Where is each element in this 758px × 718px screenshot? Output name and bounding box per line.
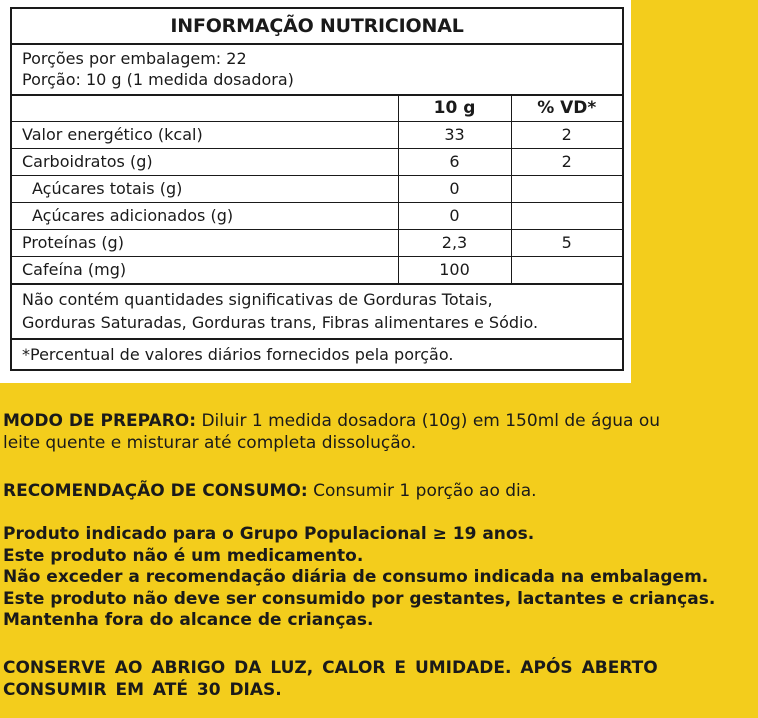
table-row [12,257,622,285]
header-blank [12,96,398,122]
preparation-instructions [3,410,748,454]
storage-line1: CONSERVE AO ABRIGO DA LUZ, CALOR E UMIDADE. APÓS ABERTO [3,658,658,678]
nutrient-name: Valor energético (kcal) [12,122,398,149]
table-row [12,230,622,257]
nutrient-name: Carboidratos (g) [12,149,398,176]
column-header-amount: 10 g [398,96,511,122]
nutrient-vd [511,176,622,203]
nutrient-amount: 33 [398,122,511,149]
nutrition-footnote: *Percentual de valores diários fornecidos pela porção. [22,345,454,364]
nutrient-vd: 2 [511,149,622,176]
nutrient-rows [12,96,622,285]
table-header-row [12,96,622,122]
nutrient-vd [511,203,622,230]
portion-info [12,45,622,96]
table-row [12,149,622,176]
nutrient-amount: 100 [398,257,511,285]
nutrient-amount: 6 [398,149,511,176]
recommendation-label: RECOMENDAÇÃO DE CONSUMO: [3,481,308,501]
note-line: Não contém quantidades significativas de Gorduras Totais, [22,290,493,309]
recommendation-text: Consumir 1 porção ao dia. [307,481,537,501]
warning-line: Mantenha fora do alcance de crianças. [3,610,374,630]
nutrient-name: Cafeína (mg) [12,257,398,285]
nutrient-vd: 5 [511,230,622,257]
table-row [12,122,622,149]
warnings-block [3,524,748,632]
warning-line: Produto indicado para o Grupo Populacional ≥ 19 anos. [3,524,535,544]
storage-line2: CONSUMIR EM ATÉ 30 DIAS. [3,680,282,700]
warning-line: Este produto não deve ser consumido por gestantes, lactantes e crianças. [3,588,716,609]
preparation-text-line1: Diluir 1 medida dosadora (10g) em 150ml de água ou [196,411,661,431]
nutrition-panel [0,0,631,383]
portion-size: Porção: 10 g (1 medida dosadora) [22,70,294,89]
storage-instructions [3,657,748,701]
table-row [12,176,622,203]
nutrient-amount: 0 [398,176,511,203]
nutrition-title: INFORMAÇÃO NUTRICIONAL [12,9,622,45]
nutrient-vd: 2 [511,122,622,149]
nutrition-table [10,7,624,371]
preparation-label: MODO DE PREPARO: [3,411,197,431]
nutrient-amount: 0 [398,203,511,230]
note-line: Gorduras Saturadas, Gorduras trans, Fibras alimentares e Sódio. [22,313,539,332]
portions-per-package: Porções por embalagem: 22 [22,49,247,68]
nutrient-vd [511,257,622,285]
nutrient-name: Açúcares totais (g) [12,176,398,203]
table-row [12,203,622,230]
nutrient-amount: 2,3 [398,230,511,257]
nutrient-name: Proteínas (g) [12,230,398,257]
column-header-vd: % VD* [511,96,622,122]
consumption-recommendation [3,480,748,502]
warning-line: Este produto não é um medicamento. [3,545,364,566]
warning-line: Não exceder a recomendação diária de consumo indicada na embalagem. [3,567,709,587]
preparation-text-line2: leite quente e misturar até completa dissolução. [3,433,417,453]
nutrition-note [12,285,622,340]
nutrient-name: Açúcares adicionados (g) [12,203,398,230]
